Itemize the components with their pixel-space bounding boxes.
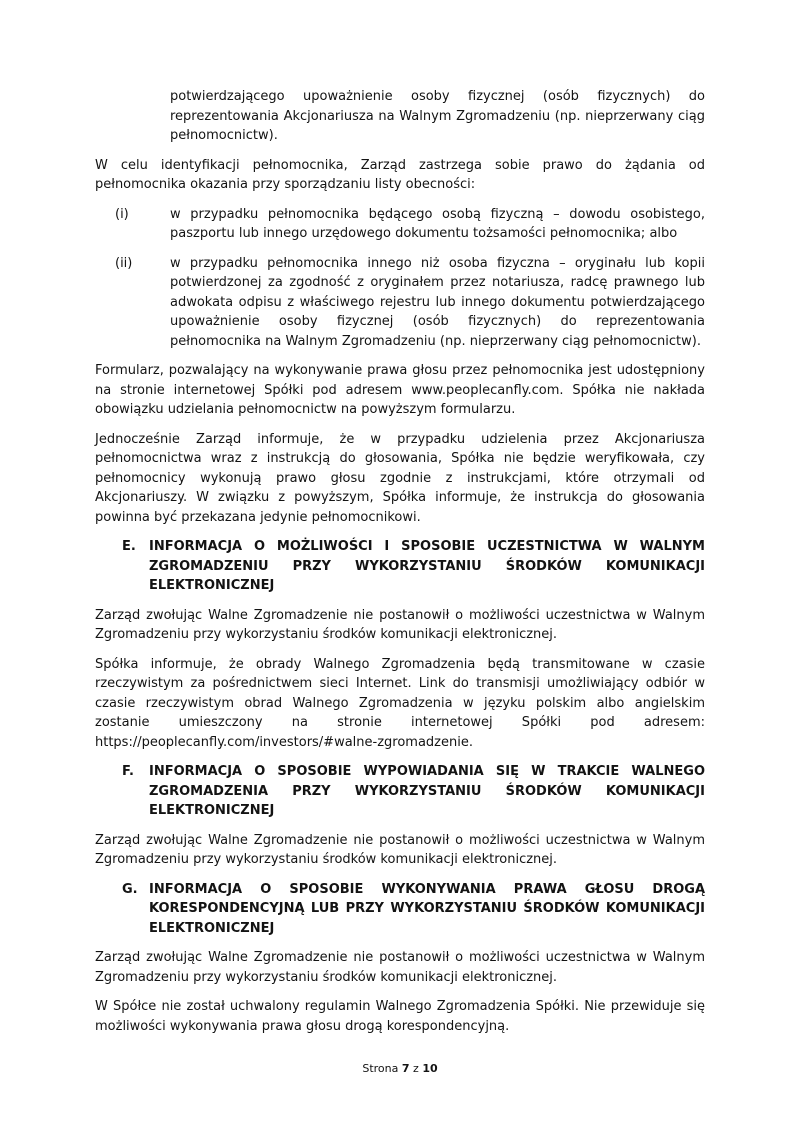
list-item-text: w przypadku pełnomocnika będącego osobą fizyczną – dowodu osobistego, paszportu lub innego urzędowego dokumentu tożsamości pełnomocnika; albo <box>170 206 705 241</box>
section-heading-f <box>95 762 705 821</box>
paragraph-identification: W celu identyfikacji pełnomocnika, Zarząd zastrzega sobie prawo do żądania od pełnomocnika okazania przy sporządzaniu listy obecności: <box>95 157 705 192</box>
paragraph-zarzad-e: Zarząd zwołując Walne Zgromadzenie nie postanowił o możliwości uczestnictwa w Walnym Zgromadzeniu przy wykorzystaniu środków komunikacji elektronicznej. <box>95 607 705 642</box>
list-item-ii <box>95 254 705 352</box>
paragraph-jednoczesnie: Jednocześnie Zarząd informuje, że w przypadku udzielenia przez Akcjonariusza pełnomocnictwa wraz z instrukcją do głosowania, Spółka nie będzie weryfikowała, czy pełnomocnicy wykonują prawo głosu zgodnie z instrukcjami, które otrzymali od Akcjonariuszy. W związku z powyższym, Spółka informuje, że instrukcja do głosowania powinna być przekazana jedynie pełnomocnikowi. <box>95 431 705 525</box>
list-item-i <box>95 205 705 244</box>
page-footer <box>0 1061 800 1078</box>
heading-text: INFORMACJA O SPOSOBIE WYKONYWANIA PRAWA GŁOSU DROGĄ KORESPONDENCYJNĄ LUB PRZY WYKORZYSTANIU ŚRODKÓW KOMUNIKACJI ELEKTRONICZNEJ <box>149 881 705 936</box>
heading-text: INFORMACJA O MOŻLIWOŚCI I SPOSOBIE UCZESTNICTWA W WALNYM ZGROMADZENIU PRZY WYKORZYSTANIU ŚRODKÓW KOMUNIKACJI ELEKTRONICZNEJ <box>149 539 705 593</box>
footer-total-pages: 10 <box>422 1061 438 1075</box>
paragraph-formularz: Formularz, pozwalający na wykonywanie prawa głosu przez pełnomocnika jest udostępniony na stronie internetowej Spółki pod adresem www.peoplecanfly.com. Spółka nie nakłada obowiązku udzielania pełnomocnictw na powyższym formularzu. <box>95 363 705 417</box>
heading-marker: F. <box>122 764 134 779</box>
section-heading-g <box>95 880 705 939</box>
footer-page-number: 7 <box>401 1061 410 1075</box>
heading-marker: E. <box>122 539 136 554</box>
paragraph-zarzad-f: Zarząd zwołując Walne Zgromadzenie nie postanowił o możliwości uczestnictwa w Walnym Zgromadzeniu przy wykorzystaniu środków komunikacji elektronicznej. <box>95 832 705 867</box>
paragraph-zarzad-g: Zarząd zwołując Walne Zgromadzenie nie postanowił o możliwości uczestnictwa w Walnym Zgromadzeniu przy wykorzystaniu środków komunikacji elektronicznej. <box>95 950 705 985</box>
paragraph-continuation: potwierdzającego upoważnienie osoby fizycznej (osób fizycznych) do reprezentowania Akcjonariusza na Walnym Zgromadzeniu (np. nieprzerwany ciąg pełnomocnictw). <box>170 89 705 143</box>
paragraph-regulamin: W Spółce nie został uchwalony regulamin Walnego Zgromadzenia Spółki. Nie przewiduje się możliwości wykonywania prawa głosu drogą korespondencyjną. <box>95 999 705 1034</box>
footer-of-label: z <box>413 1061 419 1075</box>
paragraph-transmisja: Spółka informuje, że obrady Walnego Zgromadzenia będą transmitowane w czasie rzeczywistym za pośrednictwem sieci Internet. Link do transmisji umożliwiający odbiór w czasie rzeczywistym obrad Walnego Zgromadzenia w języku polskim albo angielskim zostanie umieszczony na stronie internetowej Spółki pod adresem: https://peoplecanfly.com/investors/#walne-zgromadzenie. <box>95 656 705 750</box>
list-item-text: w przypadku pełnomocnika innego niż osoba fizyczna – oryginału lub kopii potwierdzonej za zgodność z oryginałem przez notariusza, radcę prawnego lub adwokata odpisu z właściwego rejestru lub innego dokumentu potwierdzającego upoważnienie osoby fizycznej (osób fizycznych) do reprezentowania pełnomocnika na Walnym Zgromadzeniu (np. nieprzerwany ciąg pełnomocnictw). <box>170 255 705 349</box>
section-heading-e <box>95 537 705 596</box>
list-marker: (ii) <box>115 255 133 271</box>
list-marker: (i) <box>115 206 129 222</box>
heading-marker: G. <box>122 881 138 897</box>
heading-text: INFORMACJA O SPOSOBIE WYPOWIADANIA SIĘ W TRAKCIE WALNEGO ZGROMADZENIA PRZY WYKORZYSTANIU ŚRODKÓW KOMUNIKACJI ELEKTRONICZNEJ <box>149 764 705 818</box>
footer-label: Strona <box>362 1061 399 1075</box>
